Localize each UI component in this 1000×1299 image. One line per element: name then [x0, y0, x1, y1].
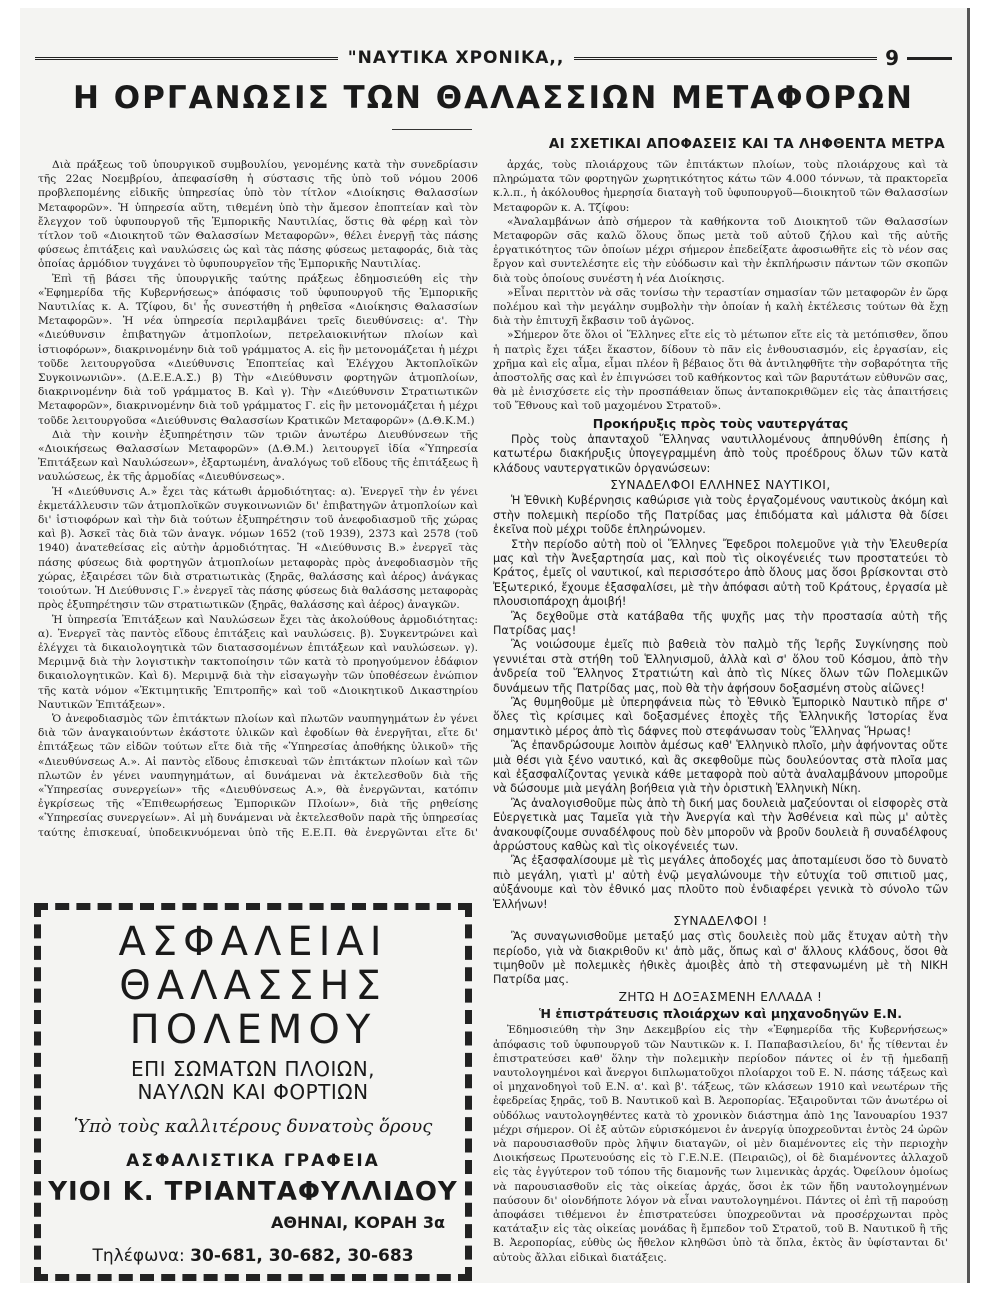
- paragraph: Διὰ τὴν κοινὴν ἐξυπηρέτησιν τῶν τριῶν ἀνωτέρω Διευθύνσεων τῆς «Διοικήσεως Θαλασσίων Μεταφορῶν» (Δ.Θ.Μ.) λειτουργεῖ ἰδία «Ὑπηρεσία Ἐπιτάξεων καὶ Ναυλώσεων», ἐξαρτωμένη, ἀναλόγως τοῦ εἴδους τῆς ἐπιτάξεως ἢ ναυλώσεως, ἐκ τῆς ἁρμοδίας «Διευθύνσεως».: [38, 428, 478, 484]
- ad-headline-1: ΑΣΦΑΛΕΙΑΙ: [118, 919, 388, 965]
- section-heading-mobilization: Ἡ ἐπιστράτευσις πλοιάρχων καὶ μηχανοδηγῶν Ε.Ν.: [538, 1006, 902, 1022]
- header-rule-right: [907, 57, 952, 60]
- proclamation-closing: ΖΗΤΩ Η ΔΟΞΑΣΜΕΝΗ ΕΛΛΑΔΑ !: [618, 989, 823, 1004]
- paragraph: Διὰ πράξεως τοῦ ὑπουργικοῦ συμβουλίου, γενομένης κατὰ τὴν συνεδρίασιν τῆς 22ας Νοεμβρίου, ἀπεφασίσθη ἡ σύστασις τῆς ὑπὸ τοῦ νόμου 2006 προβλεπομένης εἰδικῆς ὑπηρεσίας ὑπὸ τὸν τίτλον «Διοίκησις Θαλασσίων Μεταφορῶν». Ἡ ὑπηρεσία αὕτη, τιθεμένη ὑπὸ τὴν ἄμεσον ἐποπτείαν καὶ τὸν ἔλεγχον τοῦ ὑφυπουργοῦ τῆς Ἐμπορικῆς Ναυτιλίας, ὅστις θὰ φέρῃ καὶ τὸν τίτλον τοῦ «Διοικητοῦ τῶν Θαλασσίων Μεταφορῶν», θέλει ἐνεργῇ τὰς πάσης φύσεως ἐπιτάξεις καὶ ναυλώσεις ὡς καὶ τὰς πάσης φύσεως μεταφοράς, διὰ τὰς ὁποίας ἁρμόδιον τυγχάνει τὸ ὑφυπουργεῖον τῆς Ἐμπορικῆς Ναυτιλίας.: [38, 159, 478, 271]
- magazine-name: "ΝΑΥΤΙΚΑ ΧΡΟΝΙΚΑ,,: [347, 48, 565, 68]
- ad-address: ΑΘΗΝΑΙ, ΚΟΡΑΗ 3α: [271, 1213, 445, 1232]
- paragraph: ἀρχάς, τοὺς πλοιάρχους τῶν ἐπιτάκτων πλοίων, τοὺς πλοιάρχους καὶ τὰ πληρώματα τῶν φορτηγῶν χωρητικότητος κάτω τῶν 4.000 τόννων, τὰ πρακτορεῖα κ.λ.π., ἡ ἀκόλουθος ἡμερησία διαταγὴ τοῦ ὑφυπουργοῦ—διοικητοῦ τῶν Θαλασσίων Μεταφορῶν κ. Α. Τζίφου:: [493, 159, 948, 214]
- ad-company-name: ΥΙΟΙ Κ. ΤΡΙΑΝΤΑΦΥΛΛΙΔΟΥ: [48, 1177, 458, 1207]
- proclamation-paragraph: Ἂς ἀναλογισθοῦμε πὼς ἀπὸ τὴ δική μας δουλειὰ μαζεύονται οἱ εἰσφορὲς στὰ Εὐεργετικὰ μας Ταμεῖα γιὰ τὴν Ἀνεργία καὶ τὴν Ἀσθένεια καὶ πὼς μ' αὐτὲς ἀνακουφίζουμε συναδέλφους ποὺ δὲν μποροῦν νὰ βροῦν δουλειὰ ἢ συναδέλφους ἀρρώστους καθὼς καὶ τὶς οἰκογένειές των.: [493, 796, 948, 854]
- ad-office-type: ΑΣΦΑΛΙΣΤΙΚΑ ΓΡΑΦΕΙΑ: [126, 1151, 380, 1171]
- paragraph: Ὁ ἀνεφοδιασμὸς τῶν ἐπιτάκτων πλοίων καὶ πλωτῶν ναυπηγημάτων ἐν γένει διὰ τῶν ἀναγκαιούντων ἑκάστοτε ὑλικῶν καὶ ἐφοδίων θὰ ἐνεργῆται, εἴτε δι' ἐπιτάξεως τῶν εἰδῶν τούτων εἴτε διὰ τῆς «Ὑπηρεσίας ἀποθήκης ὑλικοῦ» τῆς «Διευθύνσεως Α.». Αἱ παντὸς εἴδους ἐπισκευαὶ τῶν ἐπιτάκτων πλοίων καὶ τῶν πλωτῶν ἐν γένει ναυπηγημάτων, αἱ δυνάμεναι νὰ ἐκτελεσθοῦν διὰ τῆς «Ὑπηρεσίας συνεργείων» τῆς «Διευθύνσεως Α.», θὰ ἐνεργῶνται, κατόπιν ἐγκρίσεως τῆς «Ἐπιθεωρήσεως Ἐμπορικῶν Πλοίων», διὰ τῆς ρηθείσης «Ὑπηρεσίας συνεργείων». Αἱ μὴ δυνάμεναι νὰ ἐκτελεσθοῦν παρὰ τῆς ὑπηρεσίας ταύτης ἐπισκευαί, ὑποδεικνυόμεναι ὑπὸ τῆς Ε.Ε.Π. θὰ ἐνεργῶνται εἴτε δι': [38, 712, 478, 838]
- header-rule-middle: [574, 57, 877, 60]
- paragraph: Ἡ «Διεύθυνσις Α.» ἔχει τὰς κάτωθι ἁρμοδιότητας: α). Ἐνεργεῖ τὴν ἐν γένει ἐκμετάλλευσιν τῶν ἀτμοπλοϊκῶν συγκοινωνιῶν δι' ἐπιβατηγῶν ἀτμοπλοίων καὶ δι' ἱστιοφόρων καὶ τὴν διὰ τούτων ἐξυπηρέτησιν τοῦ ἀνεφοδιασμοῦ τῆς χώρας καὶ β). Ἀσκεῖ τὰς διὰ τῶν ἀναγκ. νόμων 1652 (τοῦ 1939), 2373 καὶ 2578 (τοῦ 1940) ἀνατεθείσας εἰς αὐτὴν ἁρμοδιότητας. Ἡ «Διεύθυνσις Β.» ἐνεργεῖ τὰς πάσης φύσεως διὰ φορτηγῶν ἀτμοπλοίων μεταφορὰς πρὸς ἀνεφοδιασμὸν τῆς χώρας, ἐξαιρέσει τῶν διὰ στρατιωτικὰς (ξηρᾶς, θαλάσσης καὶ ἀέρος) ἀνάγκας τοιούτων. Ἡ Διεύθυνσις Γ.» ἐνεργεῖ τὰς πάσης φύσεως διὰ θαλάσσης μεταφορὰς πρὸς ἐξυπηρέτησιν τῶν στρατιωτικῶν (ξηρᾶς, θαλάσσης καὶ ἀέρος) ἀναγκῶν.: [38, 485, 478, 612]
- ad-terms: Ὑπὸ τοὺς καλλιτέρους δυνατοὺς ὅρους: [73, 1116, 433, 1137]
- proclamation-intro: Πρὸς τοὺς ἁπανταχοῦ Ἕλληνας ναυτιλλομένους ἀπηυθύνθη ἐπίσης ἡ κατωτέρω διακήρυξις ὑπογεγραμμένη ἀπὸ τοὺς προέδρους ὅλων τῶν κατὰ κλάδους ναυτεργατικῶν ὀργανώσεων:: [493, 432, 948, 475]
- proclamation-paragraph: Ἂς νοιώσουμε ἐμεῖς πιὸ βαθειὰ τὸν παλμὸ τῆς Ἱερῆς Συγκίνησης ποὺ γεννιέται στὰ στήθη τοῦ Ἑλληνισμοῦ, ἀλλὰ καὶ σ' ὅλου τοῦ Κόσμου, ἀπὸ τὴν ἀνδρεία τοῦ Ἕλληνος Στρατιώτη καὶ ἀπὸ τὶς Νίκες ὅλων τῶν Πολεμικῶν δυνάμεων τῆς Πατρίδας μας, ποὺ θὰ τὴν ἀφήσουν δοξασμένη στοὺς αἰῶνες!: [493, 638, 948, 695]
- page-number: 9: [885, 46, 899, 70]
- ad-coverage-1: ΕΠΙ ΣΩΜΑΤΩΝ ΠΛΟΙΩΝ,: [130, 1057, 376, 1081]
- proclamation-paragraph: Ἡ Ἐθνικὴ Κυβέρνησις καθώρισε γιὰ τοὺς ἐργαζομένους ναυτικοὺς ἀκόμη καὶ στὴν πολεμικὴ περίοδο τῆς Πατρίδας μας ἐπιδόματα καὶ μάλιστα θὰ δίσει ἐκεῖνα ποὺ μέχρι τοῦδε ἐπληρώνομεν.: [493, 494, 948, 537]
- paragraph: Ἡ ὑπηρεσία Ἐπιτάξεων καὶ Ναυλώσεων ἔχει τὰς ἀκολούθους ἁρμοδιότητας: α). Ἐνεργεῖ τὰς παντὸς εἴδους ἐπιτάξεις καὶ ναυλώσεις. β). Συγκεντρώνει καὶ ἐλέγχει τὰ δικαιολογητικὰ τῶν διατασσομένων ἐπιτάξεων καὶ ναυλώσεων. γ). Μεριμνᾷ διὰ τὴν λογιστικὴν τακτοποίησιν τῶν κατὰ τὸ προηγούμενον ἐδάφιον δικαιολογητικῶν. Καὶ δ). Μεριμνᾷ διὰ τὴν εἰσαγωγὴν τῶν ὑποθέσεων ἐνώπιον τῆς κατὰ νόμον «Ἐκτιμητικῆς Ἐπιτροπῆς» καὶ τοῦ «Διοικητικοῦ Δικαστηρίου Ναυτικῶν Ἐπιτάξεων».: [38, 613, 478, 711]
- header-rule-left: [35, 57, 338, 60]
- proclamation-salutation: ΣΥΝΑΔΕΛΦΟΙ ΕΛΛΗΝΕΣ ΝΑΥΤΙΚΟΙ,: [610, 478, 831, 493]
- page-title: Η ΟΡΓΑΝΩΣΙΣ ΤΩΝ ΘΑΛΑΣΣΙΩΝ ΜΕΤΑΦΟΡΩΝ: [73, 80, 914, 116]
- newspaper-page: [20, 8, 970, 1283]
- paragraph: »Εἶναι περιττὸν νὰ σᾶς τονίσω τὴν τεραστίαν σημασίαν τῶν μεταφορῶν ἐν ὥρᾳ πολέμου καὶ τὴν μεγάλην συμβολὴν τὴν ὁποίαν ἡ καλὴ ἐκτέλεσις τούτων θὰ ἔχῃ διὰ τὴν ἐπιτυχῆ ἔκβασιν τοῦ ἀγῶνος.: [493, 286, 948, 328]
- running-header: [35, 43, 952, 73]
- proclamation-paragraph: Ἂς ἐξασφαλίσουμε μὲ τὶς μεγάλες ἀποδοχές μας ἀποταμίευσι ὅσο τὸ δυνατὸ πιὸ μεγάλη, γιατὶ μ' αὐτὴ ἐνῷ μεγαλώνουμε τὴν εὐτυχία τοῦ σπιτιοῦ μας, αὐξάνουμε καὶ τὸν ἐθνικό μας πλοῦτο ποὺ ἐνδιαφέρει γενικὰ τὸ σύνολο τῶν Ἑλλήνων!: [493, 854, 948, 911]
- paragraph: Ἐπὶ τῇ βάσει τῆς ὑπουργικῆς ταύτης πράξεως ἐδημοσιεύθη εἰς τὴν «Ἐφημερίδα τῆς Κυβερνήσεως» ἀπόφασις τοῦ ὑφυπουργοῦ τῆς Ἐμπορικῆς Ναυτιλίας κ. Α. Τζίφου, δι' ἧς συνεστήθη ἡ ρηθεῖσα «Διοίκησις Θαλασσίων Μεταφορῶν». Ἡ νέα ὑπηρεσία περιλαμβάνει τρεῖς διευθύνσεις: α'. Τὴν «Διεύθυνσιν ἐπιβατηγῶν ἀτμοπλοίων, πετρελαιοκινήτων πλοίων καὶ ἱστιοφόρων», διακρινομένην διὰ τοῦ γράμματος Α. εἰς ἣν μετονομάζεται ἡ μέχρι τοῦδε λειτουργοῦσα «Διεύθυνσις Ἐποπτείας καὶ Ἐλέγχου Ἀκτοπλοϊκῶν Συγκοινωνιῶν». (Δ.Ε.Ε.Α.Σ.) β) Τὴν «Διεύθυνσιν φορτηγῶν ἀτμοπλοίων, διακρινομένην διὰ τοῦ γράμματος Β. Καὶ γ). Τὴν «Διεύθυνσιν Στρατιωτικῶν Μεταφορῶν», διακρινομένην διὰ τοῦ γράμματος Γ. εἰς ἣν μετονομάζεται ἡ μέχρι τοῦδε λειτουργοῦσα «Διεύθυνσις Θαλασσίων Κρατικῶν Μεταφορῶν» (Δ.Θ.Κ.Μ.): [38, 272, 478, 427]
- section-heading-proclamation: Προκήρυξις πρὸς τοὺς ναυτεργάτας: [592, 415, 849, 431]
- paragraph: Ἐδημοσιεύθη τὴν 3ην Δεκεμβρίου εἰς τὴν «Ἐφημερίδα τῆς Κυβερνήσεως» ἀπόφασις τοῦ ὑφυπουργοῦ τῶν Ναυτικῶν κ. Ι. Παπαβασιλείου, δι' ἧς τίθενται ἐν ἐπιστρατεύσει καθ' ὅλην τὴν πολεμικὴν περίοδον πάντες οἱ ἐν τῇ ἡμεδαπῇ ναυτολογημένοι καὶ ἄνεργοι διπλωματοῦχοι πλοίαρχοι τοῦ Ε. Ν. πάσης τάξεως καὶ οἱ μηχανοδηγοὶ τοῦ Ε.Ν. α'. καὶ β'. τάξεως, τῶν κλάσεων 1910 καὶ νεωτέρων τῆς ἐφεδρείας ξηρᾶς, τοῦ Β. Ναυτικοῦ καὶ Β. Ἀεροπορίας. Ἐξαιροῦνται τῶν ἀνωτέρω οἱ οὐδόλως ναυτολογηθέντες κατὰ τὸ χρονικὸν διάστημα ἀπὸ 1ης Ἰανουαρίου 1937 μέχρι σήμερον. Οἱ ἐξ αὐτῶν εὑρισκόμενοι ἐν ἀνεργίᾳ ὑποχρεοῦνται ἐντὸς 24 ὡρῶν νὰ παρουσιασθοῦν πρὸς λῆψιν διαταγῶν, οἱ μὲν διαμένοντες εἰς τὴν περιοχὴν Διοικήσεως Πρωτευούσης εἰς τὸ Γ.Ε.Ν.Ε. (Πειραιῶς), οἱ δὲ διαμένοντες ἀλλαχοῦ εἰς τὰς ἐγγύτερον τοῦ τόπου τῆς διαμονῆς των λιμενικὰς ἀρχάς. Ὀφείλουν ὁμοίως νὰ παρουσιασθοῦν εἰς τὰς οἰκείας ἀρχάς, ὅσοι ἐκ τῶν ἤδη ναυτολογημένων παύσουν δι' οἱονδήποτε λόγον νὰ εἶναι ναυτολογημένοι. Πάντες οἱ ἐπὶ τῇ παρούσῃ ἀποφάσει τιθέμενοι ἐν ἐπιστρατεύσει ὑποχρεοῦνται νὰ προσέρχωνται πρὸς κατάταξιν εἰς τὰς οἰκείας μονάδας ἢ ἔμπεδον τοῦ Στρατοῦ, τοῦ Β. Ναυτικοῦ ἢ τῆς Β. Ἀεροπορίας, εὐθὺς ὡς ἤθελον κληθῶσι ὑπὸ τὰ ὅπλα, ἐκτὸς ἂν ὑφίστανται δι' αὐτοὺς ἄλλαι εἰδικαὶ διατάξεις.: [493, 1024, 948, 1264]
- ad-coverage-2: ΝΑΥΛΩΝ ΚΑΙ ΦΟΡΤΙΩΝ: [137, 1080, 369, 1104]
- ad-phone-label: Τηλέφωνα:: [92, 1246, 185, 1266]
- ad-headline-2: ΘΑΛΑΣΣΗΣ ΠΟΛΕΜΟΥ: [119, 963, 387, 1053]
- proclamation-salutation-2: ΣΥΝΑΔΕΛΦΟΙ !: [673, 914, 768, 929]
- title-underline: [392, 129, 472, 130]
- article-subtitle: ΑΙ ΣΧΕΤΙΚΑΙ ΑΠΟΦΑΣΕΙΣ ΚΑΙ ΤΑ ΛΗΦΘΕΝΤΑ ΜΕΤΡΑ: [548, 136, 945, 152]
- left-column: [38, 158, 478, 838]
- proclamation-paragraph: Ἂς θυμηθοῦμε μὲ ὑπερηφάνεια πὼς τὸ Ἐθνικὸ Ἐμπορικὸ Ναυτικὸ πῆρε σ' ὅλες τὶς κρίσιμες καὶ δοξασμένες ἐποχὲς τῆς Ἑλληνικῆς Ἱστορίας ἕνα σημαντικὸ μέρος ἀπὸ τὶς δάφνες ποὺ στεφάνωσαν τοὺς Ἕλληνας Ἥρωας!: [493, 695, 948, 738]
- ad-phone-numbers: 30-681, 30-682, 30-683: [190, 1246, 414, 1266]
- proclamation-paragraph: Ἂς ἐπανδρώσουμε λοιπὸν ἀμέσως καθ' Ἑλληνικὸ πλοῖο, μὴν ἀφήνοντας οὔτε μιὰ θέσι γιὰ ξένο ναυτικό, καὶ ἂς σκεφθοῦμε πὼς δουλεύοντας στὰ πλοῖα μας καὶ ἐξασφαλίζοντας γενικὰ κάθε μεταφορὰ ποὺ αὐτὰ ἀναλαμβάνουν μποροῦμε νὰ δώσουμε μιὰ μεγάλη βοήθεια γιὰ τὴν ὁριστικὴ Ἑλληνικὴ Νίκη.: [493, 739, 948, 796]
- proclamation-paragraph: Στὴν περίοδο αὐτὴ ποὺ οἱ Ἕλληνες Ἔφεδροι πολεμοῦνε γιὰ τὴν Ἐλευθερία μας καὶ τὴν Ἀνεξαρτησία μας, καὶ ποὺ τὶς οἰκογένειές των προστατεύει τὸ Κράτος, ἐμεῖς οἱ ναυτικοί, καὶ περισσότερο ἀπὸ ὅλους μας ὅσοι βρίσκονται στὸ Ἐξωτερικό, ἔχουμε ἐξασφαλίσει, μὲ τὴν ἀπόφασι αὐτὴ τοῦ Κράτους, ἐργασία μὲ πλουσιοπάροχη ἀμοιβή!: [493, 537, 948, 609]
- proclamation-paragraph: Ἂς δεχθοῦμε στὰ κατάβαθα τῆς ψυχῆς μας τὴν προστασία αὐτὴ τῆς Πατρίδας μας!: [493, 609, 948, 637]
- proclamation-paragraph: Ἂς συναγωνισθοῦμε μεταξύ μας στὶς δουλειὲς ποὺ μᾶς ἔτυχαν αὐτὴ τὴν περίοδο, γιὰ νὰ διακριθοῦν κι' ἀπὸ μᾶς, ὅπως καὶ σ' ἄλλους κλάδους, ὅσοι θὰ τιμηθοῦν μὲ πολεμικὲς ἠθικὲς ἀμοιβὲς ἀπὸ τὴ στεφανωμένη μὲ τὴ ΝΙΚΗ Πατρίδα μας.: [493, 930, 948, 987]
- paragraph: «Ἀναλαμβάνων ἀπὸ σήμερον τὰ καθήκοντα τοῦ Διοικητοῦ τῶν Θαλασσίων Μεταφορῶν σᾶς καλῶ ὅλους ὅπως μετὰ τοῦ αὐτοῦ ζήλου καὶ τῆς αὐτῆς ἐργατικότητος τῶν ὁποίων μέχρι σήμερον ἐπεδείξατε ἀφοσιωθῆτε εἰς τὸ νέον σας ἔργον καὶ συντελέσητε εἰς τὴν εὐόδωσιν καὶ τὴν ἐκπλήρωσιν πάντων τῶν σκοπῶν διὰ τοὺς ὁποίους συνέστη ἡ νέα Διοίκησις.: [493, 215, 948, 285]
- paragraph: »Σήμερον ὅτε ὅλοι οἱ Ἕλληνες εἴτε εἰς τὸ μέτωπον εἴτε εἰς τὰ μετόπισθεν, ὅπου ἡ πατρὶς ἔχει τάξει ἕκαστον, δίδουν τὸ πᾶν εἰς ἐνθουσιασμόν, εἰς ἐργασίαν, εἰς χρῆμα καὶ εἰς αἷμα, εἶμαι πλέον ἢ βέβαιος ὅτι θὰ ἀντιληφθῆτε τὴν σοβαρότητα τῆς ἀποστολῆς σας καὶ ἐν ἐπιγνώσει τοῦ καθήκοντος καὶ τῶν βαρυτάτων εὐθυνῶν σας, θὰ μὲ ἐνισχύσετε εἰς τὴν προσπάθειαν ὅπως ἀνταποκριθῶμεν εἰς τὰς ἀπαιτήσεις τοῦ Ἔθνους καὶ τοῦ μαχομένου Στρατοῦ».: [493, 329, 948, 413]
- right-column: [493, 158, 948, 1268]
- ad-phones: [41, 1246, 465, 1266]
- insurance-advertisement: [34, 903, 472, 1281]
